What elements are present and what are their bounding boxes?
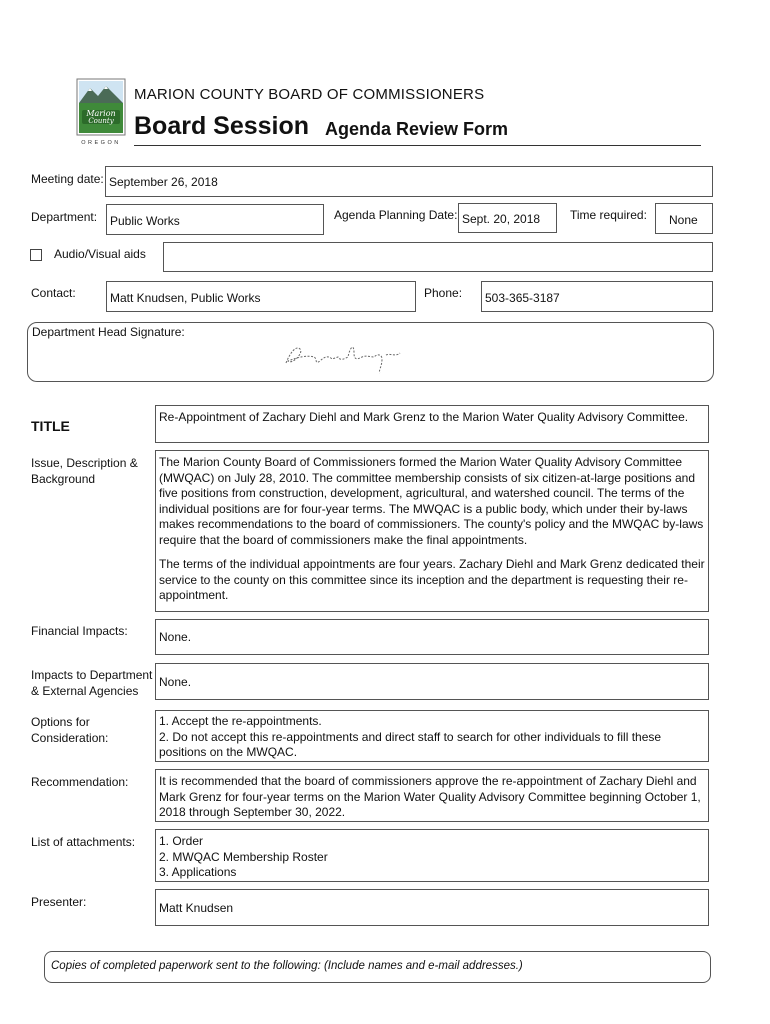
title-field[interactable]	[155, 405, 709, 443]
title-value: Re-Appointment of Zachary Diehl and Mark Grenz to the Marion Water Quality Advisory Committee.	[159, 410, 689, 424]
options-line-1: 1. Accept the re-appointments.	[159, 714, 322, 728]
department-label: Department:	[31, 210, 98, 224]
header-divider	[134, 145, 701, 146]
attachments-field[interactable]	[155, 829, 709, 882]
issue-paragraph-1: The Marion County Board of Commissioners formed the Marion Water Quality Advisory Committee (MWQAC) on July 28, 2010. The committee membership consists of six citizen-at-large positions and five positions from construction, development, agricultural, and watershed council. The terms of the individual positions are for four-year terms. The MWQAC is a public body, which under their by-laws makes recommendations to the board of commissioners. The county's policy and the MWQAC by-laws require that the board of commissioners make the final appointments.	[159, 455, 704, 547]
marion-county-logo	[76, 78, 126, 148]
recommendation-label: Recommendation:	[31, 775, 129, 789]
financial-impacts-field[interactable]	[155, 619, 709, 655]
svg-text:County: County	[88, 117, 114, 125]
title-label: TITLE	[31, 418, 70, 434]
issue-label: Issue, Description & Background	[31, 456, 138, 486]
options-line-2: 2. Do not accept this re-appointments and direct staff to search for other individuals to fill these positions on the MWQAC.	[159, 729, 662, 759]
recommendation-field[interactable]	[155, 769, 709, 822]
signature-label: Department Head Signature:	[32, 325, 185, 339]
contact-field[interactable]	[106, 281, 416, 312]
audio-visual-label: Audio/Visual aids	[54, 247, 146, 261]
options-field[interactable]	[155, 710, 709, 762]
department-value: Public Works	[110, 214, 180, 228]
meeting-date-value: September 26, 2018	[109, 175, 218, 189]
options-label: Options for Consideration:	[31, 715, 109, 745]
signature-image	[278, 335, 413, 375]
financial-impacts-label: Financial Impacts:	[31, 624, 128, 638]
copies-box[interactable]	[44, 951, 711, 983]
attachment-item: 3. Applications	[159, 865, 237, 879]
presenter-label: Presenter:	[31, 895, 87, 909]
signature-box[interactable]	[27, 322, 714, 382]
attachments-label: List of attachments:	[31, 835, 136, 849]
contact-label: Contact:	[31, 286, 76, 300]
presenter-value: Matt Knudsen	[159, 901, 234, 915]
issue-field[interactable]	[155, 450, 709, 612]
time-required-value: None	[669, 213, 698, 227]
agenda-planning-date-value: Sept. 20, 2018	[462, 212, 541, 226]
recommendation-value: It is recommended that the board of commissioners approve the re-appointment of Zachary Diehl and Mark Grenz for four-year terms on the Marion Water Quality Advisory Committee beginning October 1, 2018 through September 30, 2022.	[159, 774, 701, 819]
phone-value: 503-365-3187	[485, 291, 560, 305]
svg-text:OREGON: OREGON	[81, 140, 121, 146]
audio-visual-checkbox[interactable]	[30, 249, 42, 261]
impacts-value: None.	[159, 675, 192, 689]
attachment-item: 2. MWQAC Membership Roster	[159, 849, 328, 864]
agenda-planning-date-field[interactable]	[458, 203, 557, 233]
presenter-field[interactable]	[155, 889, 709, 926]
time-required-label: Time required:	[570, 208, 647, 222]
phone-field[interactable]	[481, 281, 713, 312]
agenda-planning-date-label: Agenda Planning Date:	[334, 208, 458, 222]
impacts-field[interactable]	[155, 663, 709, 700]
form-title: Board Session	[134, 112, 310, 140]
meeting-date-label: Meeting date:	[31, 172, 104, 186]
attachment-item: 1. Order	[159, 834, 204, 848]
meeting-date-field[interactable]	[105, 166, 713, 197]
copies-label: Copies of completed paperwork sent to the following: (Include names and e-mail addresses.)	[51, 960, 523, 972]
audio-visual-field[interactable]	[163, 242, 713, 272]
contact-value: Matt Knudsen, Public Works	[110, 291, 261, 305]
phone-label: Phone:	[424, 286, 463, 300]
time-required-field[interactable]	[655, 203, 713, 234]
svg-text:Marion: Marion	[86, 109, 116, 118]
impacts-label: Impacts to Department & External Agencies	[31, 668, 153, 698]
form-subtitle: Agenda Review Form	[325, 119, 509, 139]
issue-paragraph-2: The terms of the individual appointments are four years. Zachary Diehl and Mark Grenz dedicated their service to the county on this committee since its inception and the department is requesting their re-appointment.	[159, 557, 705, 602]
department-field[interactable]	[106, 204, 324, 235]
financial-impacts-value: None.	[159, 630, 192, 644]
org-name: MARION COUNTY BOARD OF COMMISSIONERS	[134, 86, 485, 103]
